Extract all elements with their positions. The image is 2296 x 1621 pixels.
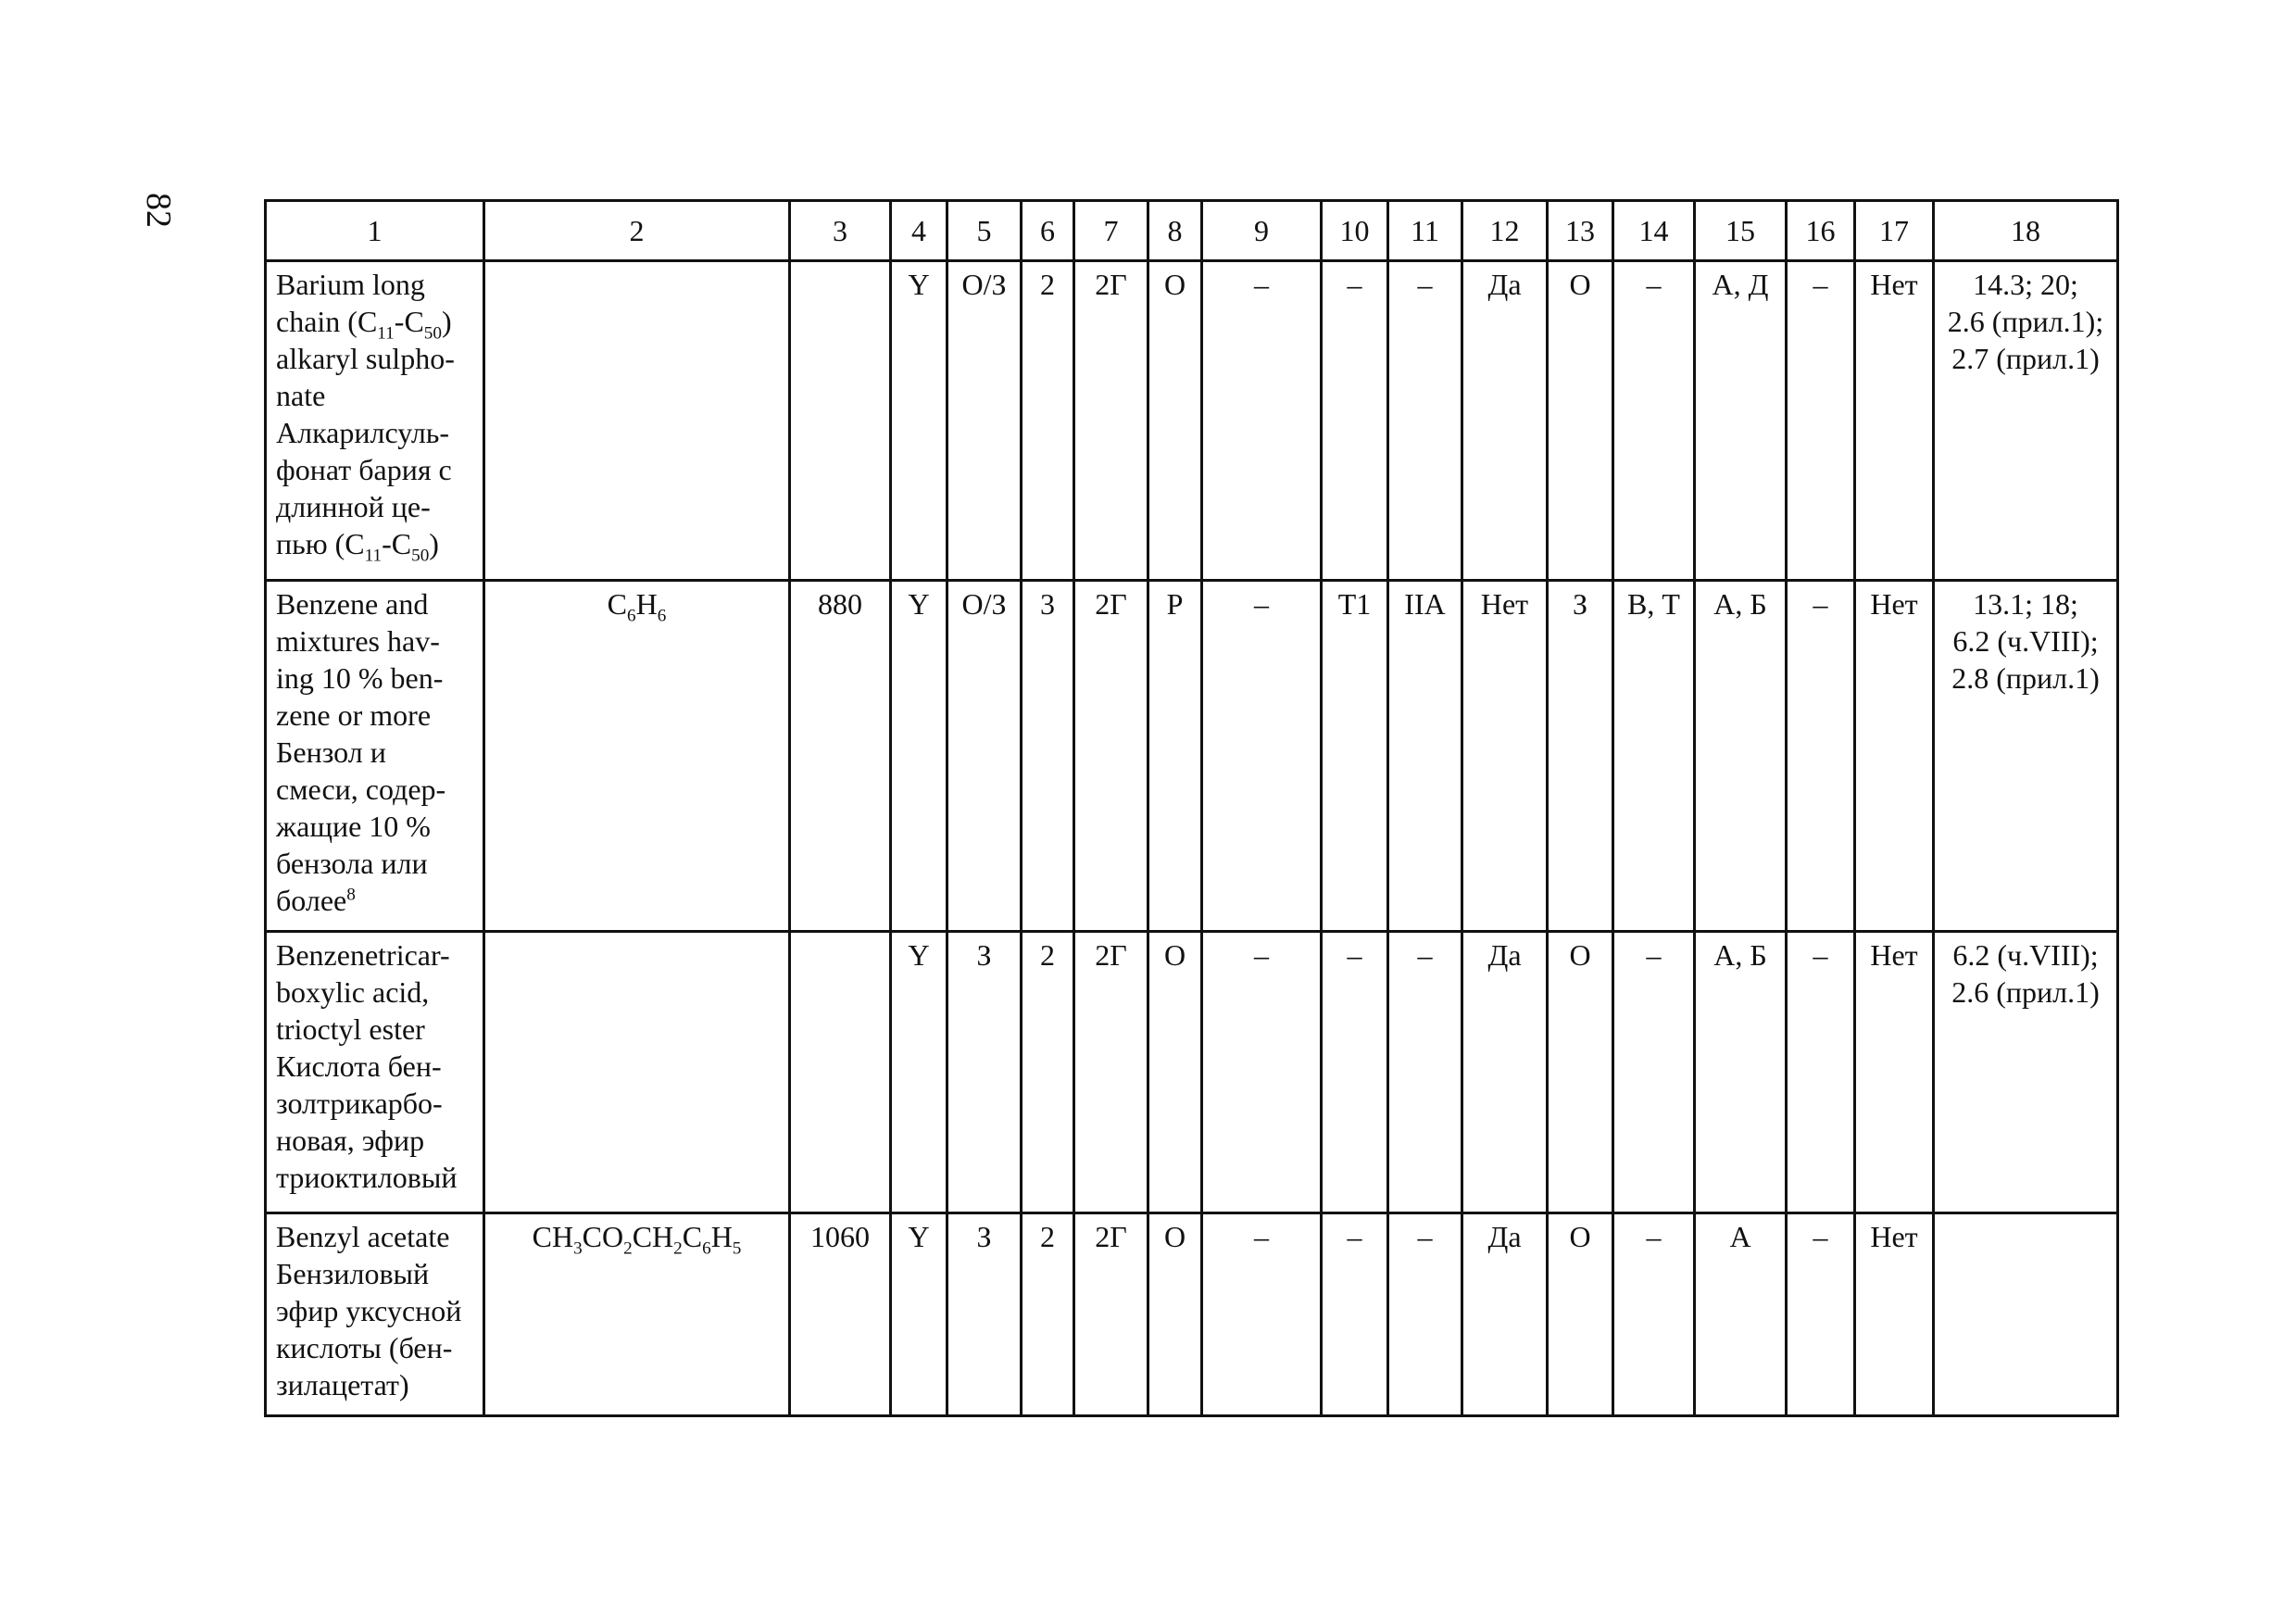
- cell: О/З: [947, 261, 1022, 581]
- cell: Y: [891, 1213, 947, 1416]
- header-cell: 7: [1074, 201, 1148, 261]
- header-cell: 12: [1462, 201, 1548, 261]
- table-row: [266, 932, 2118, 1213]
- cell: IIА: [1388, 581, 1462, 932]
- cell: Нет: [1855, 581, 1934, 932]
- cell: –: [1322, 261, 1388, 581]
- cell: О: [1148, 261, 1202, 581]
- cell: О: [1548, 1213, 1613, 1416]
- header-row: [266, 201, 2118, 261]
- substances-table: [264, 199, 2119, 1417]
- reference-line: 2.6 (прил.1): [1951, 975, 2100, 1009]
- cell: 3: [1022, 581, 1074, 932]
- header-cell: 4: [891, 201, 947, 261]
- cell: О/З: [947, 581, 1022, 932]
- cell: –: [1787, 932, 1855, 1213]
- reference-cell: [1934, 261, 2118, 581]
- reference-line: 14.3; 20;: [1973, 268, 2078, 301]
- cell: А, Б: [1695, 581, 1787, 932]
- table-row: [266, 1213, 2118, 1416]
- reference-line: 2.6 (прил.1);: [1947, 305, 2104, 338]
- cell: 2Г: [1074, 581, 1148, 932]
- formula-cell: $C_6H_6$: [484, 581, 790, 932]
- cell: Т1: [1322, 581, 1388, 932]
- cell: 2Г: [1074, 1213, 1148, 1416]
- cell: О: [1548, 261, 1613, 581]
- cell: –: [1613, 1213, 1695, 1416]
- cell: –: [1613, 932, 1695, 1213]
- reference-line: 2.7 (прил.1): [1951, 342, 2100, 375]
- cell: Р: [1148, 581, 1202, 932]
- cell: –: [1787, 261, 1855, 581]
- reference-line: 6.2 (ч.VIII);: [1952, 624, 2099, 658]
- formula-cell: $CH_3CO_2CH_2C_6H_5$: [484, 1213, 790, 1416]
- reference-cell: [1934, 581, 2118, 932]
- cell: Да: [1462, 1213, 1548, 1416]
- cell: Y: [891, 581, 947, 932]
- page-number: 82: [139, 193, 178, 228]
- cell: 2Г: [1074, 932, 1148, 1213]
- cell: О: [1148, 1213, 1202, 1416]
- substance-name: Benzyl acetate Бензиловый эфир уксусной кислоты (бен- зилацетат): [266, 1213, 484, 1416]
- header-cell: 18: [1934, 201, 2118, 261]
- substance-name: Benzene and mixtures hav- ing 10 % ben- zene or more Бензол и смеси, содер- жащие 10 % бензола или более$^8$: [266, 581, 484, 932]
- cell: 2: [1022, 1213, 1074, 1416]
- cell: З: [947, 1213, 1022, 1416]
- table-row: [266, 581, 2118, 932]
- reference-line: 2.8 (прил.1): [1951, 661, 2100, 695]
- cell: З: [1548, 581, 1613, 932]
- cell: 2Г: [1074, 261, 1148, 581]
- cell: –: [1322, 1213, 1388, 1416]
- cell: Нет: [1462, 581, 1548, 932]
- header-cell: 15: [1695, 201, 1787, 261]
- cell: О: [1148, 932, 1202, 1213]
- header-cell: 5: [947, 201, 1022, 261]
- cell: 2: [1022, 932, 1074, 1213]
- substance-name: Barium long chain $(C_{11}-C_{50})$ alkaryl sulpho- nate Алкарилсуль- фонат бария с длинной це- пью $(C_{11}-C_{50})$: [266, 261, 484, 581]
- header-cell: 2: [484, 201, 790, 261]
- header-cell: 6: [1022, 201, 1074, 261]
- cell: В, Т: [1613, 581, 1695, 932]
- header-cell: 1: [266, 201, 484, 261]
- cell: 880: [790, 581, 891, 932]
- cell: –: [1787, 581, 1855, 932]
- cell: –: [1787, 1213, 1855, 1416]
- cell: [790, 261, 891, 581]
- cell: 1060: [790, 1213, 891, 1416]
- cell: –: [1202, 1213, 1322, 1416]
- cell: Y: [891, 932, 947, 1213]
- header-cell: 8: [1148, 201, 1202, 261]
- cell: 2: [1022, 261, 1074, 581]
- cell: –: [1202, 932, 1322, 1213]
- cell: А: [1695, 1213, 1787, 1416]
- header-cell: 14: [1613, 201, 1695, 261]
- cell: З: [947, 932, 1022, 1213]
- cell: –: [1613, 261, 1695, 581]
- cell: [790, 932, 891, 1213]
- cell: –: [1202, 581, 1322, 932]
- reference-line: 6.2 (ч.VIII);: [1952, 938, 2099, 972]
- formula-cell: [484, 932, 790, 1213]
- substance-name: Benzenetricar- boxylic acid, trioctyl ester Кислота бен- золтрикарбо- новая, эфир триоктиловый: [266, 932, 484, 1213]
- cell: О: [1548, 932, 1613, 1213]
- cell: Нет: [1855, 1213, 1934, 1416]
- header-cell: 11: [1388, 201, 1462, 261]
- cell: –: [1322, 932, 1388, 1213]
- header-cell: 16: [1787, 201, 1855, 261]
- header-cell: 10: [1322, 201, 1388, 261]
- cell: –: [1388, 1213, 1462, 1416]
- formula-cell: [484, 261, 790, 581]
- header-cell: 3: [790, 201, 891, 261]
- cell: Да: [1462, 261, 1548, 581]
- cell: А, Б: [1695, 932, 1787, 1213]
- cell: –: [1202, 261, 1322, 581]
- header-cell: 9: [1202, 201, 1322, 261]
- cell: –: [1388, 261, 1462, 581]
- reference-cell: [1934, 932, 2118, 1213]
- reference-line: 13.1; 18;: [1973, 587, 2078, 621]
- reference-cell: [1934, 1213, 2118, 1416]
- cell: А, Д: [1695, 261, 1787, 581]
- header-cell: 13: [1548, 201, 1613, 261]
- header-cell: 17: [1855, 201, 1934, 261]
- cell: Y: [891, 261, 947, 581]
- table-row: [266, 261, 2118, 581]
- cell: Нет: [1855, 932, 1934, 1213]
- cell: Нет: [1855, 261, 1934, 581]
- cell: Да: [1462, 932, 1548, 1213]
- cell: –: [1388, 932, 1462, 1213]
